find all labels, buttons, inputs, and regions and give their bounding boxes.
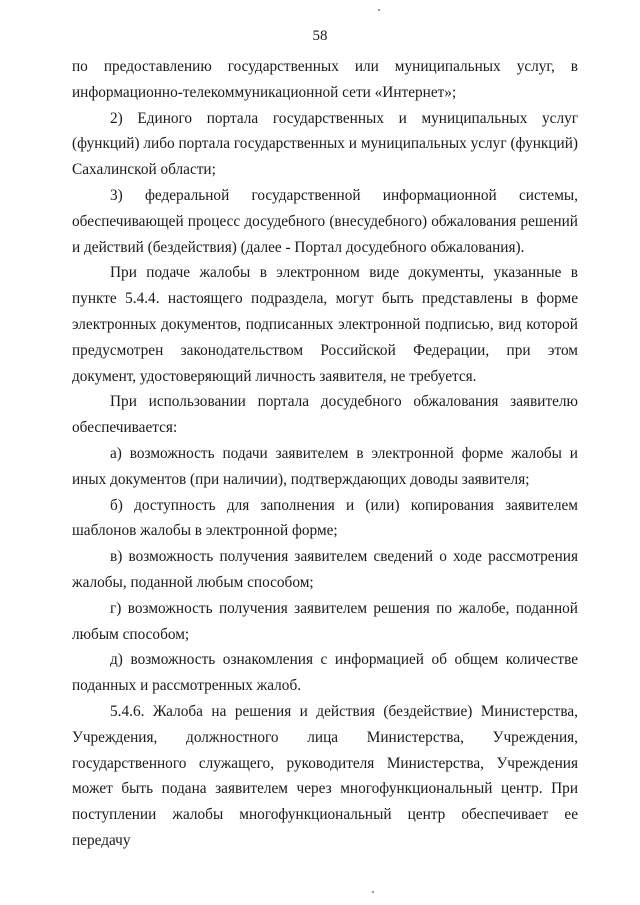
paragraph-item-g: г) возможность получения заявителем решения по жалобе, поданной любым способом; — [72, 599, 578, 643]
paragraph-item-v: в) возможность получения заявителем сведений о ходе рассмотрения жалобы, поданной любым способом; — [72, 548, 578, 591]
paragraph-item-d: д) возможность ознакомления с информацией об общем количестве поданных и рассмотренных жалоб. — [72, 651, 578, 695]
paragraph-5-4-6: 5.4.6. Жалоба на решения и действия (бездействие) Министерства, Учреждения, должностного лица Министерства, Учреждения, государственного служащего, руководителя Министерства, Учреждения может быть подана заявителем через многофункциональный центр. При поступлении жалобы многофункциональный центр обеспечивает ее передачу — [72, 702, 578, 849]
scan-speck — [372, 891, 374, 893]
paragraph-item-b: б) доступность для заполнения и (или) копирования заявителем шаблонов жалобы в электронной форме; — [72, 496, 578, 540]
scan-speck — [378, 9, 380, 11]
page-number: 58 — [312, 28, 328, 44]
paragraph-item-2: 2) Единого портала государственных и муниципальных услуг (функций) либо портала государственных и муниципальных услуг (функций) Сахалинской области; — [72, 109, 578, 179]
document-body — [72, 54, 578, 854]
paragraph-item-3: 3) федеральной государственной информационной системы, обеспечивающей процесс досудебного (внесудебного) обжалования решений и действий (бездействия) (далее - Портал досудебного обжалования). — [72, 186, 578, 256]
paragraph-continuation: по предоставлению государственных или муниципальных услуг, в информационно-телекоммуникационной сети «Интернет»; — [72, 58, 578, 101]
paragraph-item-a: а) возможность подачи заявителем в электронной форме жалобы и иных документов (при наличии), подтверждающих доводы заявителя; — [72, 444, 578, 488]
paragraph-portal-usage: При использовании портала досудебного обжалования заявителю обеспечивается: — [72, 393, 578, 437]
paragraph-electronic-submission: При подаче жалобы в электронном виде документы, указанные в пункте 5.4.4. настоящего подраздела, могут быть представлены в форме электронных документов, подписанных электронной подписью, вид которой предусмотрен законодательством Российской Федерации, при этом документ, удостоверяющий личность заявителя, не требуется. — [72, 264, 578, 385]
